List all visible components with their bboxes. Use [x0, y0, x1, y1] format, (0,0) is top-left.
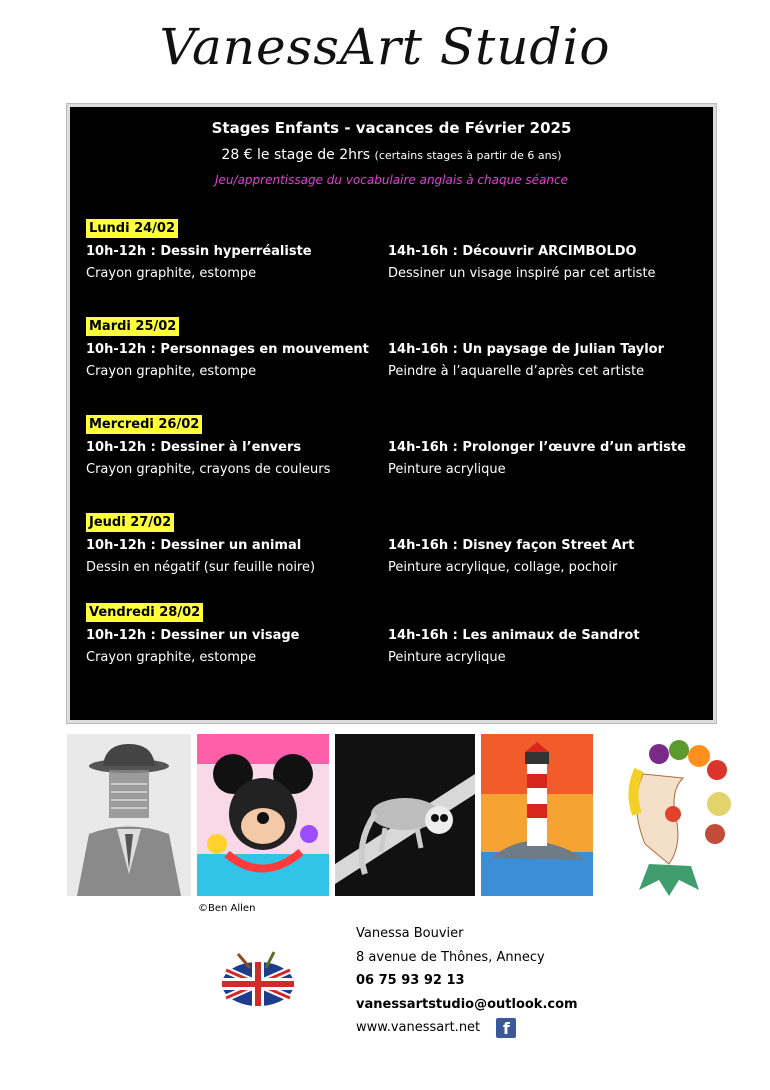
artwork-arcimboldo: [599, 734, 751, 896]
age-note: (certains stages à partir de 6 ans): [374, 149, 562, 162]
artwork-gallery: [67, 734, 751, 896]
am-title: 10h-12h : Dessiner un visage: [86, 628, 300, 643]
am-title: 10h-12h : Dessiner à l’envers: [86, 440, 302, 455]
am-desc: Dessin en négatif (sur feuille noire): [86, 560, 316, 575]
day-label: Mardi 25/02: [86, 317, 179, 336]
facebook-icon[interactable]: f: [496, 1018, 516, 1038]
uk-flag-palette-logo: [218, 950, 298, 1010]
artwork-lighthouse: [481, 734, 593, 896]
price-line: [70, 147, 713, 163]
schedule-heading: Stages Enfants - vacances de Février 2025: [211, 119, 572, 137]
contact-email[interactable]: vanessartstudio@outlook.com: [356, 996, 578, 1012]
am-desc: Crayon graphite, estompe: [86, 266, 257, 281]
day-block: [86, 315, 696, 386]
artwork-street-art: [197, 734, 329, 896]
pm-desc: Dessiner un visage inspiré par cet artiste: [388, 266, 656, 281]
pm-title: 14h-16h : Disney façon Street Art: [388, 538, 635, 553]
contact-address: 8 avenue de Thônes, Annecy: [356, 949, 545, 965]
day-block: [86, 601, 696, 672]
english-note: Jeu/apprentissage du vocabulaire anglais à chaque séance: [215, 173, 568, 187]
artwork-hat-portrait: [67, 734, 191, 896]
contact-block: [356, 922, 578, 1040]
am-desc: Crayon graphite, estompe: [86, 364, 257, 379]
pm-title: 14h-16h : Découvrir ARCIMBOLDO: [388, 244, 637, 259]
am-title: 10h-12h : Personnages en mouvement: [86, 342, 369, 357]
schedule-panel: [67, 104, 716, 723]
artwork-lemur: [335, 734, 475, 896]
day-block: [86, 217, 696, 288]
pm-desc: Peinture acrylique: [388, 650, 506, 665]
day-label: Jeudi 27/02: [86, 513, 174, 532]
pm-desc: Peindre à l’aquarelle d’après cet artiste: [388, 364, 645, 379]
pm-desc: Peinture acrylique: [388, 462, 506, 477]
am-desc: Crayon graphite, crayons de couleurs: [86, 462, 331, 477]
pm-title: 14h-16h : Les animaux de Sandrot: [388, 628, 640, 643]
contact-phone[interactable]: 06 75 93 92 13: [356, 973, 465, 988]
am-desc: Crayon graphite, estompe: [86, 650, 257, 665]
pm-title: 14h-16h : Un paysage de Julian Taylor: [388, 342, 665, 357]
photo-credit: ©Ben Allen: [198, 903, 256, 914]
day-label: Mercredi 26/02: [86, 415, 202, 434]
contact-name: Vanessa Bouvier: [356, 926, 464, 941]
price-text: 28 € le stage de 2hrs: [221, 147, 375, 163]
day-label: Lundi 24/02: [86, 219, 178, 238]
am-title: 10h-12h : Dessiner un animal: [86, 538, 302, 553]
pm-title: 14h-16h : Prolonger l’œuvre d’un artiste: [388, 440, 686, 455]
day-label: Vendredi 28/02: [86, 603, 203, 622]
website-line: [356, 1016, 578, 1040]
day-block: [86, 511, 696, 582]
studio-title: VanessArt Studio: [159, 18, 611, 76]
contact-website[interactable]: www.vanessart.net: [356, 1020, 481, 1035]
day-block: [86, 413, 696, 484]
pm-desc: Peinture acrylique, collage, pochoir: [388, 560, 618, 575]
am-title: 10h-12h : Dessin hyperréaliste: [86, 244, 312, 259]
